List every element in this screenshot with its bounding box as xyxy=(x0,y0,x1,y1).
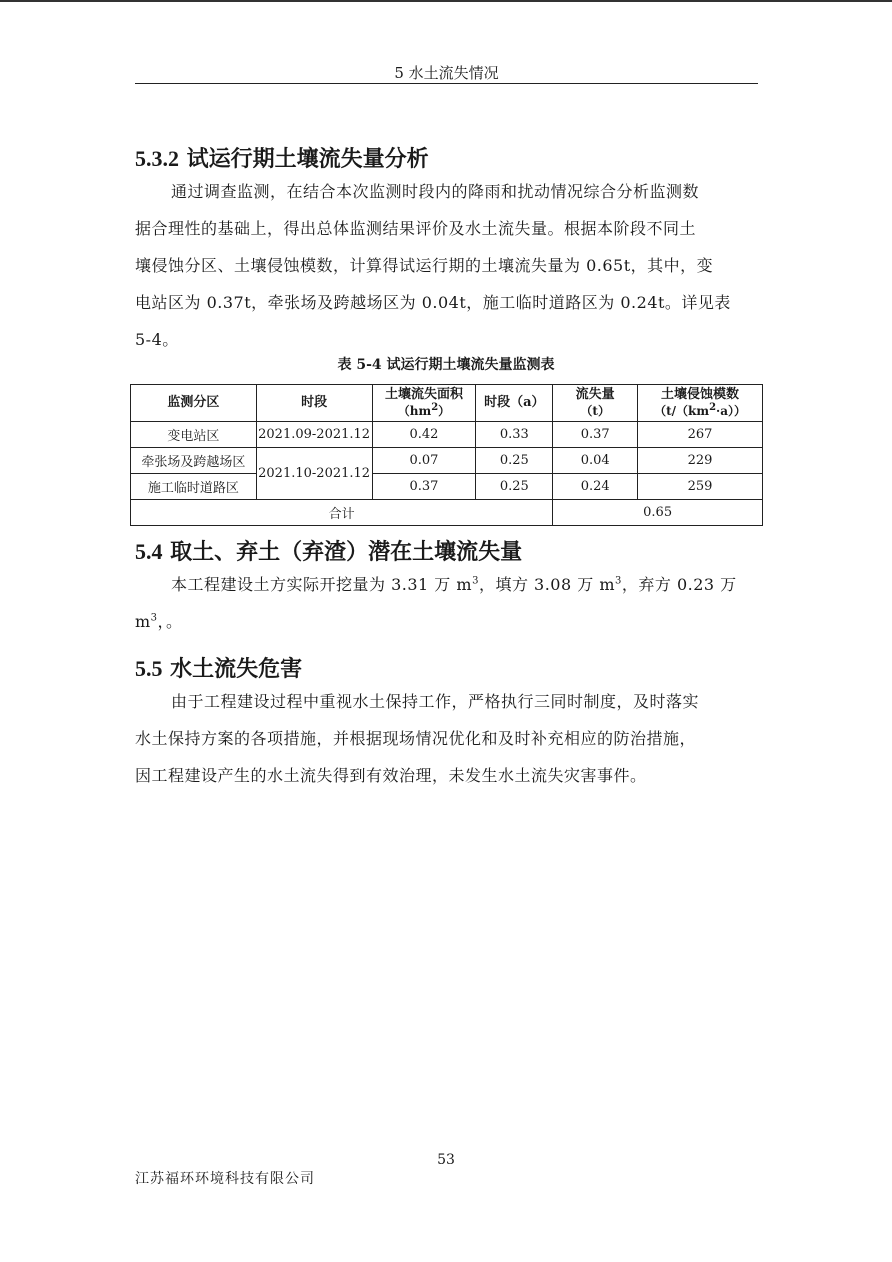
cell-loss: 0.37 xyxy=(553,422,638,448)
cell-modulus: 267 xyxy=(638,422,763,448)
header-duration: 时段（a） xyxy=(476,385,553,422)
page-number: 53 xyxy=(437,1152,455,1168)
header-loss xyxy=(553,385,638,422)
table-row xyxy=(131,422,763,448)
paragraph-line: 壤侵蚀分区、土壤侵蚀模数，计算得试运行期的土壤流失量为 0.65t，其中，变 xyxy=(135,256,714,275)
unit-superscript: 2 xyxy=(709,401,717,413)
unit-text: ·a）） xyxy=(716,403,746,418)
header-area-line1: 土壤流失面积 xyxy=(384,386,463,402)
header-area-unit xyxy=(397,401,451,418)
paragraph-line: 据合理性的基础上，得出总体监测结果评价及水土流失量。根据本阶段不同土 xyxy=(135,219,697,238)
paragraph-line: 5-4。 xyxy=(135,330,179,349)
text-run: m xyxy=(135,612,151,631)
cell-zone: 变电站区 xyxy=(131,422,257,448)
paragraph-5-5 xyxy=(135,683,758,794)
section-number: 5.3.2 xyxy=(135,146,179,171)
paragraph-line xyxy=(135,603,758,640)
cell-area: 0.42 xyxy=(372,422,476,448)
section-heading-5-4 xyxy=(135,535,522,566)
cell-loss: 0.04 xyxy=(553,448,638,474)
cell-duration: 0.25 xyxy=(476,474,553,500)
header-loss-line1: 流失量 xyxy=(575,386,615,402)
cell-zone: 牵张场及跨越场区 xyxy=(131,448,257,474)
paragraph-line: 因工程建设产生的水土流失得到有效治理，未发生水土流失灾害事件。 xyxy=(135,766,647,785)
footer-company: 江苏福环环境科技有限公司 xyxy=(135,1171,315,1187)
text-run: ，填方 3.08 万 m xyxy=(478,575,615,594)
paragraph-line xyxy=(135,566,758,603)
superscript: 3 xyxy=(472,575,479,587)
page-top-border xyxy=(0,0,892,2)
unit-text: （t/（km xyxy=(654,403,710,418)
header-period: 时段 xyxy=(256,385,372,422)
table-caption: 表 5-4 试运行期土壤流失量监测表 xyxy=(337,357,555,373)
cell-zone: 施工临时道路区 xyxy=(131,474,257,500)
unit-text: （hm xyxy=(397,403,432,418)
total-label: 合计 xyxy=(131,500,553,526)
soil-loss-table xyxy=(130,384,763,526)
cell-area: 0.37 xyxy=(372,474,476,500)
header-loss-unit: （t） xyxy=(580,403,610,418)
cell-period-merged: 2021.10-2021.12 xyxy=(256,448,372,500)
total-value: 0.65 xyxy=(553,500,763,526)
text-run: 本工程建设土方实际开挖量为 3.31 万 m xyxy=(171,575,473,594)
superscript: 3 xyxy=(150,612,158,624)
section-title: 水土流失危害 xyxy=(170,657,303,682)
cell-period: 2021.09-2021.12 xyxy=(256,422,372,448)
header-rule xyxy=(135,83,758,84)
paragraph-line: 水土保持方案的各项措施，并根据现场情况优化和及时补充相应的防治措施， xyxy=(135,729,697,748)
cell-loss: 0.24 xyxy=(553,474,638,500)
cell-modulus: 259 xyxy=(638,474,763,500)
section-number: 5.4 xyxy=(135,539,163,564)
header-modulus-line1: 土壤侵蚀模数 xyxy=(661,386,740,402)
paragraph-5-3-2 xyxy=(135,173,758,358)
table-row xyxy=(131,448,763,474)
cell-duration: 0.33 xyxy=(476,422,553,448)
text-run: ，。 xyxy=(157,612,183,631)
cell-area: 0.07 xyxy=(372,448,476,474)
paragraph-line: 由于工程建设过程中重视水土保持工作，严格执行三同时制度，及时落实 xyxy=(171,692,700,711)
section-heading-5-3-2 xyxy=(135,142,429,173)
header-modulus-unit xyxy=(654,401,746,418)
cell-duration: 0.25 xyxy=(476,448,553,474)
section-number: 5.5 xyxy=(135,656,163,681)
paragraph-line: 电站区为 0.37t，牵张场及跨越场区为 0.04t，施工临时道路区为 0.24t。详见表 xyxy=(135,293,731,312)
table-total-row xyxy=(131,500,763,526)
unit-text: ） xyxy=(438,403,451,418)
paragraph-5-4 xyxy=(135,566,758,640)
superscript: 3 xyxy=(615,575,622,587)
section-heading-5-5 xyxy=(135,652,302,683)
cell-modulus: 229 xyxy=(638,448,763,474)
header-area xyxy=(372,385,476,422)
table-row xyxy=(131,474,763,500)
section-title: 取土、弃土（弃渣）潜在土壤流失量 xyxy=(170,540,523,565)
running-header: 5 水土流失情况 xyxy=(394,64,499,82)
unit-superscript: 2 xyxy=(431,401,439,413)
text-run: ，弃方 0.23 万 xyxy=(621,575,737,594)
paragraph-line: 通过调查监测，在结合本次监测时段内的降雨和扰动情况综合分析监测数 xyxy=(171,182,700,201)
section-title: 试运行期土壤流失量分析 xyxy=(186,147,429,172)
table-header-row xyxy=(131,385,763,422)
header-modulus xyxy=(638,385,763,422)
header-zone: 监测分区 xyxy=(131,385,257,422)
